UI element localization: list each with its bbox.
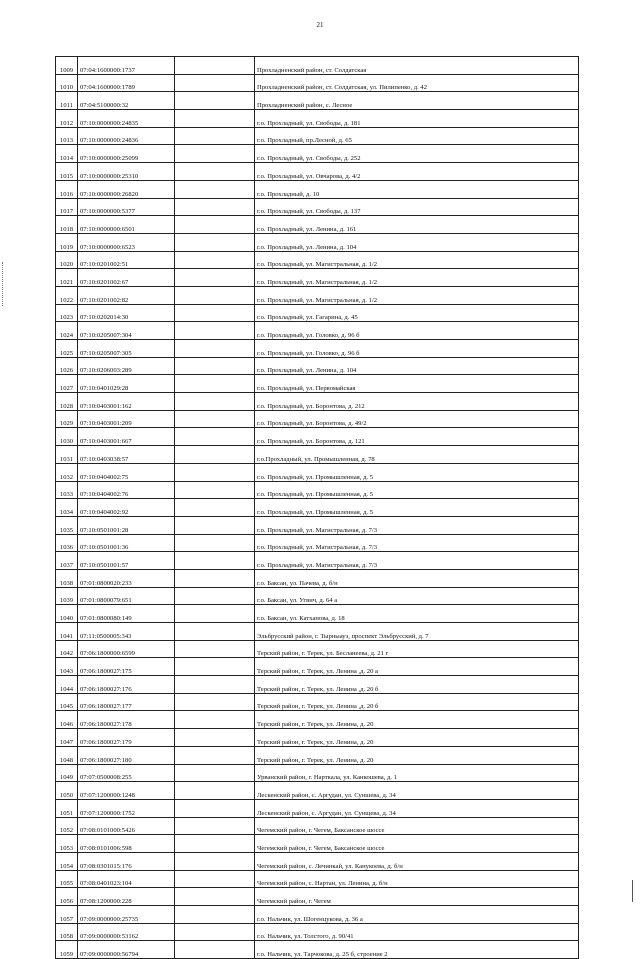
address-cell: г.о. Прохладный, пр.Лесной, д. 65: [255, 127, 579, 145]
table-row: [56, 163, 579, 181]
table-row: [56, 729, 579, 747]
row-number-cell: 1038: [56, 569, 78, 587]
blank-cell: [175, 923, 255, 941]
cadastral-number-cell: 07:10:0403038:57: [78, 446, 175, 464]
blank-cell: [175, 499, 255, 517]
address-cell: Прохладненский район, с. Лесное: [255, 92, 579, 110]
row-number-cell: 1043: [56, 658, 78, 676]
row-number-cell: 1036: [56, 534, 78, 552]
cadastral-number-cell: 07:10:0201002:51: [78, 251, 175, 269]
blank-cell: [175, 852, 255, 870]
cadastral-number-cell: 07:10:0403001:162: [78, 393, 175, 411]
address-cell: г.о. Прохладный, ул. Боронтова, д. 49/2: [255, 410, 579, 428]
cadastral-number-cell: 07:10:0205007:305: [78, 340, 175, 358]
table-row: [56, 923, 579, 941]
table-row: [56, 74, 579, 92]
address-cell: г.о. Нальчик, ул. Шогенцукова, д. 36 а: [255, 906, 579, 924]
address-cell: г.о. Прохладный, ул. Магистральная, д. 7/3: [255, 516, 579, 534]
blank-cell: [175, 552, 255, 570]
cadastral-number-cell: 07:06:1800027:175: [78, 658, 175, 676]
address-cell: Лескенский район, с. Аргудан, ул. Сунщева, д. 34: [255, 799, 579, 817]
blank-cell: [175, 375, 255, 393]
row-number-cell: 1024: [56, 322, 78, 340]
address-cell: Прохладненский район, ст. Солдатская, ул. Пилипенко, д. 42: [255, 74, 579, 92]
address-cell: г.о. Прохладный, ул. Магистральная, д. 7/3: [255, 534, 579, 552]
page-number: 21: [316, 21, 324, 29]
cadastral-number-cell: 07:10:0000000:25310: [78, 163, 175, 181]
address-cell: г.о. Прохладный, ул. Промышленная, д. 5: [255, 499, 579, 517]
registry-table: [55, 56, 579, 959]
row-number-cell: 1011: [56, 92, 78, 110]
address-cell: г.о. Баксан, ул. Пачева, д. б/н: [255, 569, 579, 587]
table-row: [56, 569, 579, 587]
blank-cell: [175, 764, 255, 782]
row-number-cell: 1020: [56, 251, 78, 269]
table-row: [56, 782, 579, 800]
table-row: [56, 658, 579, 676]
row-number-cell: 1032: [56, 463, 78, 481]
address-cell: г.о. Прохладный, ул. Ленина, д. 104: [255, 233, 579, 251]
blank-cell: [175, 658, 255, 676]
blank-cell: [175, 941, 255, 959]
cadastral-number-cell: 07:06:1800027:179: [78, 729, 175, 747]
table-row: [56, 393, 579, 411]
cadastral-number-cell: 07:06:1800027:176: [78, 676, 175, 694]
row-number-cell: 1012: [56, 110, 78, 128]
row-number-cell: 1048: [56, 746, 78, 764]
row-number-cell: 1037: [56, 552, 78, 570]
row-number-cell: 1017: [56, 198, 78, 216]
cadastral-number-cell: 07:10:0404002:75: [78, 463, 175, 481]
row-number-cell: 1049: [56, 764, 78, 782]
row-number-cell: 1025: [56, 340, 78, 358]
cadastral-number-cell: 07:07:1200000:1752: [78, 799, 175, 817]
blank-cell: [175, 623, 255, 641]
table-row: [56, 552, 579, 570]
table-row: [56, 764, 579, 782]
blank-cell: [175, 340, 255, 358]
address-cell: г.о. Баксан, ул. Катханова, д. 18: [255, 605, 579, 623]
cadastral-number-cell: 07:09:0000000:25735: [78, 906, 175, 924]
row-number-cell: 1013: [56, 127, 78, 145]
blank-cell: [175, 782, 255, 800]
address-cell: Терский район, г. Терек, ул. Ленина, д. 20: [255, 729, 579, 747]
row-number-cell: 1010: [56, 74, 78, 92]
blank-cell: [175, 145, 255, 163]
blank-cell: [175, 198, 255, 216]
cadastral-number-cell: 07:10:0000000:5377: [78, 198, 175, 216]
blank-cell: [175, 711, 255, 729]
table-row: [56, 499, 579, 517]
row-number-cell: 1029: [56, 410, 78, 428]
table-row: [56, 817, 579, 835]
table-row: [56, 481, 579, 499]
cadastral-number-cell: 07:10:0202014:30: [78, 304, 175, 322]
cadastral-number-cell: 07:10:0501001:36: [78, 534, 175, 552]
table-row: [56, 534, 579, 552]
address-cell: Эльбрусский район, г. Тырныауз, проспект Эльбрусский, д. 7: [255, 623, 579, 641]
cadastral-number-cell: 07:10:0000000:6501: [78, 216, 175, 234]
blank-cell: [175, 693, 255, 711]
row-number-cell: 1031: [56, 446, 78, 464]
address-cell: Терский район, г. Терек, ул. Ленина, д. 20: [255, 746, 579, 764]
table-row: [56, 375, 579, 393]
cadastral-number-cell: 07:08:0101006:598: [78, 835, 175, 853]
address-cell: г.о. Прохладный, ул. Головко, д. 96 б: [255, 340, 579, 358]
cadastral-number-cell: 07:06:1800027:177: [78, 693, 175, 711]
cadastral-number-cell: 07:10:0403001:667: [78, 428, 175, 446]
address-cell: г.о. Прохладный, ул. Магистральная, д. 7/3: [255, 552, 579, 570]
table-row: [56, 623, 579, 641]
blank-cell: [175, 269, 255, 287]
address-cell: г.о. Нальчик, ул. Толстого, д. 90/41: [255, 923, 579, 941]
address-cell: Чегемский район, с. Лечинкай, ул. Канукоева, д. б/н: [255, 852, 579, 870]
cadastral-number-cell: 07:10:0403001:209: [78, 410, 175, 428]
cadastral-number-cell: 07:10:0000000:24835: [78, 110, 175, 128]
address-cell: г.о. Баксан, ул. Угвич, д. 64 а: [255, 587, 579, 605]
blank-cell: [175, 835, 255, 853]
table-row: [56, 251, 579, 269]
address-cell: Чегемский район, с. Нартан, ул. Ленина, д. б/н: [255, 870, 579, 888]
table-row: [56, 198, 579, 216]
row-number-cell: 1026: [56, 357, 78, 375]
blank-cell: [175, 163, 255, 181]
cadastral-number-cell: 07:07:0500008:255: [78, 764, 175, 782]
blank-cell: [175, 640, 255, 658]
cadastral-number-cell: 07:10:0000000:6523: [78, 233, 175, 251]
blank-cell: [175, 888, 255, 906]
table-row: [56, 286, 579, 304]
blank-cell: [175, 74, 255, 92]
address-cell: г.о. Прохладный, ул. Ленина, д. 104: [255, 357, 579, 375]
address-cell: г.о. Прохладный, ул. Свободы, д. 252: [255, 145, 579, 163]
margin-scan-mark: [632, 880, 633, 902]
table-row: [56, 676, 579, 694]
blank-cell: [175, 216, 255, 234]
address-cell: г.о. Прохладный, ул. Овчарова, д. 4/2: [255, 163, 579, 181]
row-number-cell: 1039: [56, 587, 78, 605]
blank-cell: [175, 481, 255, 499]
cadastral-number-cell: 07:06:1800027:178: [78, 711, 175, 729]
table-row: [56, 428, 579, 446]
blank-cell: [175, 393, 255, 411]
address-cell: г.о. Прохладный, ул. Магистральная, д. 1/2: [255, 251, 579, 269]
address-cell: Терский район, г. Терек, ул. Ленина, д. 20: [255, 711, 579, 729]
row-number-cell: 1014: [56, 145, 78, 163]
table-row: [56, 92, 579, 110]
table-row: [56, 906, 579, 924]
address-cell: г.о. Прохладный, ул. Промышленная, д. 5: [255, 481, 579, 499]
row-number-cell: 1057: [56, 906, 78, 924]
table-row: [56, 870, 579, 888]
row-number-cell: 1046: [56, 711, 78, 729]
blank-cell: [175, 127, 255, 145]
row-number-cell: 1044: [56, 676, 78, 694]
row-number-cell: 1015: [56, 163, 78, 181]
blank-cell: [175, 534, 255, 552]
address-cell: г.о. Прохладный, ул. Гагарина, д. 45: [255, 304, 579, 322]
cadastral-number-cell: 07:10:0000000:24836: [78, 127, 175, 145]
address-cell: г.о. Прохладный, ул. Боронтова, д. 212: [255, 393, 579, 411]
table-row: [56, 57, 579, 75]
table-row: [56, 799, 579, 817]
row-number-cell: 1055: [56, 870, 78, 888]
blank-cell: [175, 587, 255, 605]
cadastral-number-cell: 07:10:0501001:57: [78, 552, 175, 570]
row-number-cell: 1052: [56, 817, 78, 835]
blank-cell: [175, 57, 255, 75]
row-number-cell: 1018: [56, 216, 78, 234]
blank-cell: [175, 799, 255, 817]
row-number-cell: 1040: [56, 605, 78, 623]
cadastral-number-cell: 07:09:0000000:56794: [78, 941, 175, 959]
address-cell: г.о. Прохладный, ул. Промышленная, д. 5: [255, 463, 579, 481]
row-number-cell: 1035: [56, 516, 78, 534]
cadastral-number-cell: 07:01:0800020:233: [78, 569, 175, 587]
address-cell: г.о. Прохладный, ул. Магистральная, д. 1/2: [255, 269, 579, 287]
address-cell: г.о. Прохладный, ул. Свободы, д. 137: [255, 198, 579, 216]
blank-cell: [175, 446, 255, 464]
table-row: [56, 180, 579, 198]
cadastral-number-cell: 07:10:0501001:28: [78, 516, 175, 534]
row-number-cell: 1019: [56, 233, 78, 251]
registry-body: [56, 57, 579, 959]
row-number-cell: 1042: [56, 640, 78, 658]
blank-cell: [175, 428, 255, 446]
blank-cell: [175, 463, 255, 481]
blank-cell: [175, 516, 255, 534]
row-number-cell: 1028: [56, 393, 78, 411]
cadastral-number-cell: 07:08:0301015:176: [78, 852, 175, 870]
blank-cell: [175, 233, 255, 251]
table-row: [56, 233, 579, 251]
blank-cell: [175, 110, 255, 128]
cadastral-number-cell: 07:06:1800000:6599: [78, 640, 175, 658]
table-row: [56, 446, 579, 464]
cadastral-number-cell: 07:08:0401023:104: [78, 870, 175, 888]
address-cell: Лескенский район, с. Аргудан, ул. Суншева, д. 34: [255, 782, 579, 800]
row-number-cell: 1023: [56, 304, 78, 322]
blank-cell: [175, 870, 255, 888]
address-cell: Терский район, г. Терек, ул. Ленина ,д. 20 б: [255, 693, 579, 711]
address-cell: г.о. Прохладный, ул. Первомайская: [255, 375, 579, 393]
blank-cell: [175, 357, 255, 375]
address-cell: г.о. Прохладный, д. 10: [255, 180, 579, 198]
blank-cell: [175, 676, 255, 694]
row-number-cell: 1053: [56, 835, 78, 853]
table-row: [56, 640, 579, 658]
row-number-cell: 1054: [56, 852, 78, 870]
row-number-cell: 1058: [56, 923, 78, 941]
table-row: [56, 463, 579, 481]
table-row: [56, 888, 579, 906]
row-number-cell: 1050: [56, 782, 78, 800]
address-cell: г.о. Прохладный, ул. Свободы, д. 181: [255, 110, 579, 128]
table-row: [56, 357, 579, 375]
cadastral-number-cell: 07:04:5100000:32: [78, 92, 175, 110]
cadastral-number-cell: 07:01:0800080:149: [78, 605, 175, 623]
table-row: [56, 711, 579, 729]
address-cell: г.о. Нальчик, ул. Тарчокова, д. 25 б, строение 2: [255, 941, 579, 959]
table-row: [56, 516, 579, 534]
cadastral-number-cell: 07:04:1600000:1789: [78, 74, 175, 92]
address-cell: г.о. Прохладный, ул. Головко, д. 96 б: [255, 322, 579, 340]
address-cell: г.о. Прохладный, ул. Магистральная, д. 1/2: [255, 286, 579, 304]
table-row: [56, 304, 579, 322]
table-row: [56, 127, 579, 145]
address-cell: Чегемский район, г. Чегем, Баксанское шоссе: [255, 817, 579, 835]
cadastral-number-cell: 07:06:1800027:180: [78, 746, 175, 764]
table-row: [56, 110, 579, 128]
table-row: [56, 322, 579, 340]
cadastral-number-cell: 07:07:1200000:1248: [78, 782, 175, 800]
table-row: [56, 746, 579, 764]
row-number-cell: 1027: [56, 375, 78, 393]
table-row: [56, 835, 579, 853]
row-number-cell: 1045: [56, 693, 78, 711]
cadastral-number-cell: 07:09:0000000:53162: [78, 923, 175, 941]
cadastral-number-cell: 07:10:0201002:67: [78, 269, 175, 287]
row-number-cell: 1051: [56, 799, 78, 817]
table-row: [56, 340, 579, 358]
blank-cell: [175, 322, 255, 340]
address-cell: г.о.Прохладный, ул. Промышленная, д. 78: [255, 446, 579, 464]
row-number-cell: 1022: [56, 286, 78, 304]
cadastral-number-cell: 07:04:1600000:1737: [78, 57, 175, 75]
row-number-cell: 1041: [56, 623, 78, 641]
table-row: [56, 941, 579, 959]
table-row: [56, 587, 579, 605]
address-cell: Терский район, г. Терек, ул. Ленина ,д. 20 б: [255, 676, 579, 694]
cadastral-number-cell: 07:10:0404002:92: [78, 499, 175, 517]
address-cell: Терский район, г. Терек, ул. Ленина ,д. 20 а: [255, 658, 579, 676]
cadastral-number-cell: 07:10:0000000:26820: [78, 180, 175, 198]
address-cell: г.о. Прохладный, ул. Боронтова, д. 121: [255, 428, 579, 446]
row-number-cell: 1030: [56, 428, 78, 446]
blank-cell: [175, 729, 255, 747]
address-cell: Терский район, г. Терек, ул. Бесланеева, д. 21 г: [255, 640, 579, 658]
cadastral-number-cell: 07:08:0101000:5426: [78, 817, 175, 835]
address-cell: Урванский район, г. Нарткала, ул. Канкошева, д. 1: [255, 764, 579, 782]
blank-cell: [175, 180, 255, 198]
cadastral-number-cell: 07:10:0000000:25099: [78, 145, 175, 163]
address-cell: г.о. Прохладный, ул. Ленина, д. 161: [255, 216, 579, 234]
cadastral-number-cell: 07:08:1200000:228: [78, 888, 175, 906]
margin-scan-mark: [2, 262, 4, 306]
cadastral-number-cell: 07:10:0404002:76: [78, 481, 175, 499]
blank-cell: [175, 410, 255, 428]
row-number-cell: 1059: [56, 941, 78, 959]
cadastral-number-cell: 07:10:0205007:304: [78, 322, 175, 340]
cadastral-number-cell: 07:10:0201002:82: [78, 286, 175, 304]
cadastral-number-cell: 07:11:0500005:343: [78, 623, 175, 641]
address-cell: Чегемский район, г. Чегем: [255, 888, 579, 906]
blank-cell: [175, 817, 255, 835]
blank-cell: [175, 569, 255, 587]
row-number-cell: 1021: [56, 269, 78, 287]
blank-cell: [175, 605, 255, 623]
row-number-cell: 1056: [56, 888, 78, 906]
blank-cell: [175, 92, 255, 110]
table-row: [56, 410, 579, 428]
table-row: [56, 852, 579, 870]
blank-cell: [175, 251, 255, 269]
table-row: [56, 216, 579, 234]
cadastral-number-cell: 07:01:0800079:651: [78, 587, 175, 605]
row-number-cell: 1016: [56, 180, 78, 198]
table-row: [56, 605, 579, 623]
address-cell: Прохладненский район, ст. Солдатская: [255, 57, 579, 75]
cadastral-number-cell: 07:10:0401029:28: [78, 375, 175, 393]
row-number-cell: 1009: [56, 57, 78, 75]
blank-cell: [175, 304, 255, 322]
row-number-cell: 1033: [56, 481, 78, 499]
table-row: [56, 693, 579, 711]
row-number-cell: 1047: [56, 729, 78, 747]
table-row: [56, 145, 579, 163]
row-number-cell: 1034: [56, 499, 78, 517]
address-cell: Чегемский район, г. Чегем, Баксанское шоссе: [255, 835, 579, 853]
blank-cell: [175, 286, 255, 304]
table-row: [56, 269, 579, 287]
cadastral-number-cell: 07:10:0206003:289: [78, 357, 175, 375]
blank-cell: [175, 906, 255, 924]
blank-cell: [175, 746, 255, 764]
